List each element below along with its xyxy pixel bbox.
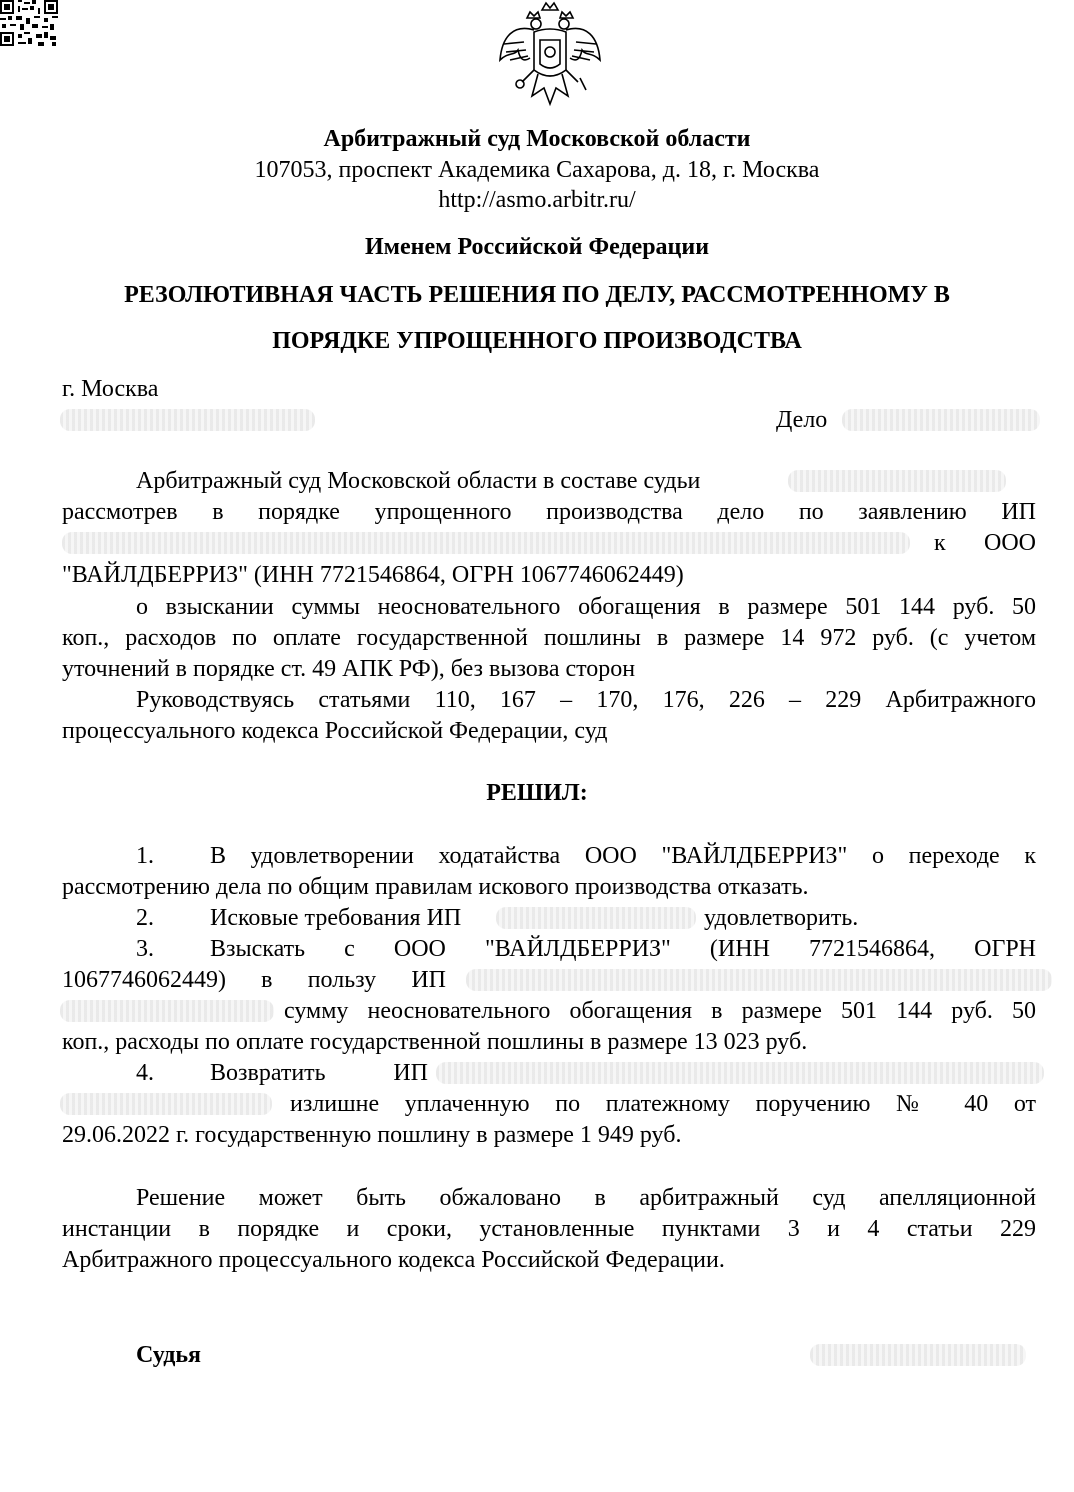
item4-number: 4. [136,1060,154,1086]
intro-line6: коп., расходов по оплате государственной пошлины в размере 14 972 руб. (с учетом [62,625,1036,651]
item4-line1: Возвратить ИП [210,1060,428,1086]
redacted-judge-signature [810,1344,1026,1366]
item4-line3: 29.06.2022 г. государственную пошлину в размере 1 949 руб. [62,1122,682,1148]
item3-line3: сумму неосновательного обогащения в размере 501 144 руб. 50 [284,998,1036,1024]
judge-label: Судья [136,1342,202,1368]
appeal-line3: Арбитражного процессуального кодекса Российской Федерации. [62,1247,725,1273]
item3-line2: 1067746062449) в пользу ИП [62,967,446,993]
qr-code-icon [0,0,58,46]
redacted-recipient [466,969,1052,991]
redacted-case-number [842,409,1040,431]
court-address: 107053, проспект Академика Сахарова, д. 18, г. Москва [254,157,820,183]
intro-line2: рассмотрев в порядке упрощенного производства дело по заявлению ИП [62,499,1036,525]
intro-line5: о взыскании суммы неосновательного обогащения в размере 501 144 руб. 50 [136,594,1036,620]
item2-number: 2. [136,905,154,931]
item2-text-b: удовлетворить. [704,905,859,931]
court-name: Арбитражный суд Московской области [323,126,751,152]
redacted-refund-recipient-tail [60,1093,272,1115]
document-title-line2: ПОРЯДКЕ УПРОЩЕННОГО ПРОИЗВОДСТВА [272,328,802,354]
intro-line1: Арбитражный суд Московской области в составе судьи [136,468,701,494]
appeal-line2: инстанции в порядке и сроки, установленные пунктами 3 и 4 статьи 229 [62,1216,1036,1242]
case-label: Дело [776,407,828,433]
in-the-name-heading: Именем Российской Федерации [364,234,710,260]
redacted-judge-name [788,470,1006,492]
item1-line2: рассмотрению дела по общим правилам искового производства отказать. [62,874,809,900]
item4-line2: излишне уплаченную по платежному поручению № 40 от [290,1091,1036,1117]
document-title-line1: РЕЗОЛЮТИВНАЯ ЧАСТЬ РЕШЕНИЯ ПО ДЕЛУ, РАССМОТРЕННОМУ В [124,282,950,308]
redacted-plaintiff-short [496,907,696,929]
place: г. Москва [62,376,159,402]
intro-line4: "ВАЙЛДБЕРРИЗ" (ИНН 7721546864, ОГРН 1067746062449) [62,562,684,588]
intro-line9: процессуального кодекса Российской Федерации, суд [62,718,608,744]
intro-line7: уточнений в порядке ст. 49 АПК РФ), без вызова сторон [62,656,636,682]
redacted-recipient-tail [60,1000,274,1022]
intro-line8: Руководствуясь статьями 110, 167 – 170, 176, 226 – 229 Арбитражного [136,687,1036,713]
item1-line1: В удовлетворении ходатайства ООО "ВАЙЛДБЕРРИЗ" о переходе к [210,843,1036,869]
item2-text-a: Исковые требования ИП [210,905,462,931]
redacted-refund-recipient [436,1062,1044,1084]
coat-of-arms-icon [494,0,606,108]
item3-number: 3. [136,936,154,962]
decided-heading: РЕШИЛ: [486,780,588,806]
court-website: http://asmo.arbitr.ru/ [438,187,636,213]
item1-number: 1. [136,843,154,869]
item3-line1: Взыскать с ООО "ВАЙЛДБЕРРИЗ" (ИНН 7721546864, ОГРН [210,936,1036,962]
redacted-plaintiff [62,532,910,554]
intro-line3-end: к ООО [934,530,1036,556]
appeal-line1: Решение может быть обжаловано в арбитражный суд апелляционной [136,1185,1036,1211]
item3-line4: коп., расходы по оплате государственной пошлины в размере 13 023 руб. [62,1029,808,1055]
redacted-date [60,409,315,431]
